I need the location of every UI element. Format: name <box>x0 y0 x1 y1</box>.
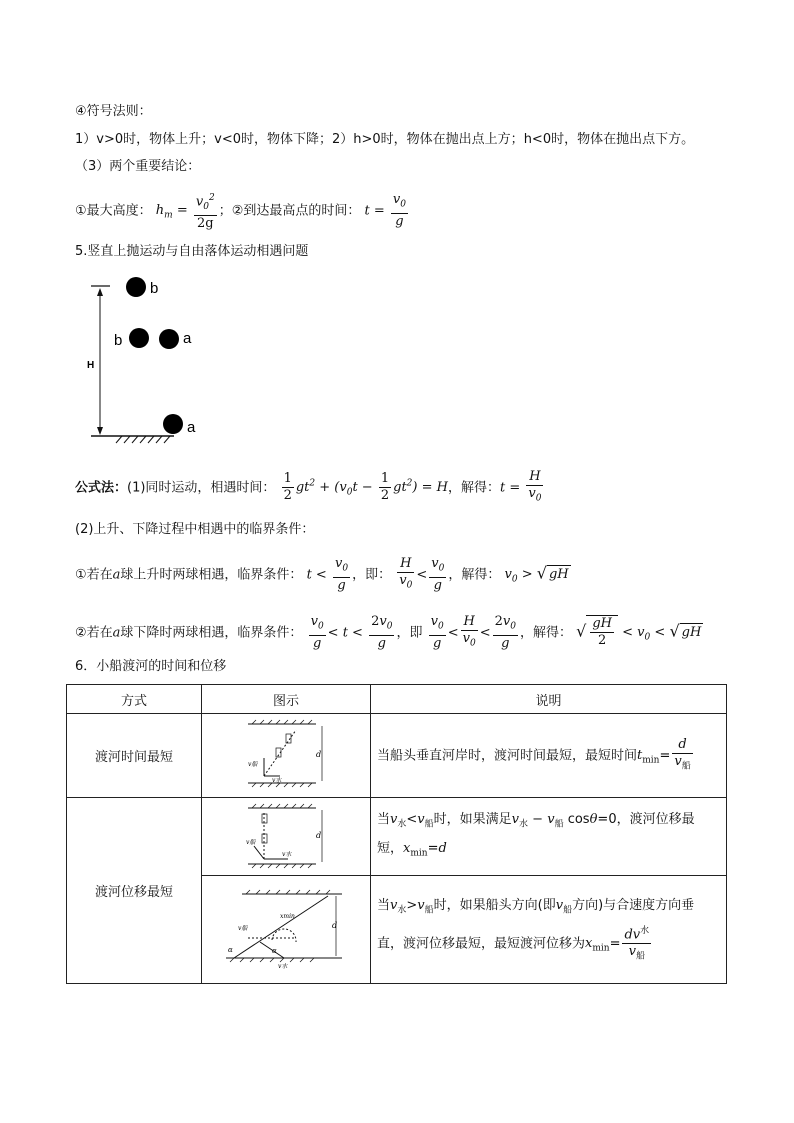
critical-case-1: ①若在a球上升时两球相遇，临界条件： t < $\frac{v_0}{g}$ ，即： $\frac{H}{v_0}$ < $\frac{v_0}{g}$ ，解得： $v_0$ > √ gH <box>75 556 569 593</box>
svg-text:α: α <box>272 946 277 955</box>
conclusions-heading: （3）两个重要结论： <box>75 159 201 174</box>
ball-b-top <box>126 277 146 297</box>
svg-text:d: d <box>332 920 338 930</box>
row2a-description: 当$v_水<v_船$时，如果满足$v_水 - v_船$ cosθ=0，渡河位移最短，$x_{min}=d$ <box>371 798 727 876</box>
header-description: 说明 <box>371 685 727 714</box>
svg-text:α: α <box>228 945 233 954</box>
boat-title: 6．小船渡河的时间和位移 <box>75 659 227 674</box>
label-H: H <box>87 360 95 371</box>
header-method: 方式 <box>67 685 202 714</box>
svg-text:v水: v水 <box>278 962 288 970</box>
table-row <box>67 798 727 876</box>
row1-method: 渡河时间最短 <box>67 714 202 798</box>
row2b-figure <box>202 876 371 984</box>
row1-description: 当船头垂直河岸时，渡河时间最短，最短时间$t_{min}=$ $\frac{d}{v_船}$ <box>371 714 727 798</box>
formula-method: 公式法：(1)同时运动，相遇时间： $\frac{1}{2}$ $gt^2 + (v_0t$ − $\frac{1}{2}$ $gt^2) = H$，解得：t = $\frac{H}{v_0}$ <box>75 469 542 504</box>
row1-figure <box>202 714 371 798</box>
boat-crossing-table <box>66 684 727 984</box>
svg-text:d: d <box>316 830 322 840</box>
critical-case-2: ②若在a球下降时两球相遇，临界条件： $\frac{v_0}{g}$ < t < $\frac{2v_0}{g}$ ，即 $\frac{v_0}{g}$ < $\frac{H}{v_0}$ < $\frac{2v_0}{g}$ ，解得： √ $\frac{gH}{2}$ < $v_0$ < √ gH <box>75 614 702 651</box>
sign-rule-text: 1）v>0时，物体上升；v<0时，物体下降；2）h>0时，物体在抛出点上方；h<0时，物体在抛出点下方。 <box>75 132 695 147</box>
label-a-bottom: a <box>187 419 196 436</box>
label-b-top: b <box>150 280 159 297</box>
svg-text:v水: v水 <box>272 776 282 784</box>
meeting-title: 5.竖直上抛运动与自由落体运动相遇问题 <box>75 244 309 259</box>
label-b-mid: b <box>114 332 123 349</box>
row2a-figure <box>202 798 371 876</box>
diagram-shortest-displacement-2 <box>224 890 348 970</box>
diagram-shortest-time <box>246 720 326 792</box>
sign-rule-heading: ④符号法则： <box>75 104 152 119</box>
svg-text:d: d <box>316 749 322 759</box>
conclusions-formulas: ①最大高度： $h_m$ = $\frac{v_0^2}{2g}$ ；②到达最高点的时间： t = $\frac{v_0}{g}$ <box>75 190 410 232</box>
svg-text:v船: v船 <box>248 760 258 768</box>
row2b-description: 当$v_水>v_船$时，如果船头方向(即$v_船$方向)与合速度方向垂直，渡河位移最短，最短渡河位移为$x_{min}=$ $\frac{dv^水}{v_船}$ <box>371 876 727 984</box>
meeting-figure <box>88 270 208 445</box>
header-figure: 图示 <box>202 685 371 714</box>
ball-b-mid <box>129 328 149 348</box>
table-row <box>67 714 727 798</box>
svg-text:v水: v水 <box>282 850 292 858</box>
diagram-shortest-displacement-1 <box>246 804 326 870</box>
svg-text:v船: v船 <box>238 924 248 932</box>
table-header-row <box>67 685 727 714</box>
svg-text:v船: v船 <box>246 838 256 846</box>
label-a-mid: a <box>183 330 192 347</box>
ball-a-bottom <box>163 414 183 434</box>
svg-text:xmin: xmin <box>280 912 295 920</box>
critical-heading: (2)上升、下降过程中相遇中的临界条件： <box>75 522 315 537</box>
row2-method: 渡河位移最短 <box>67 798 202 984</box>
ball-a-mid <box>159 329 179 349</box>
